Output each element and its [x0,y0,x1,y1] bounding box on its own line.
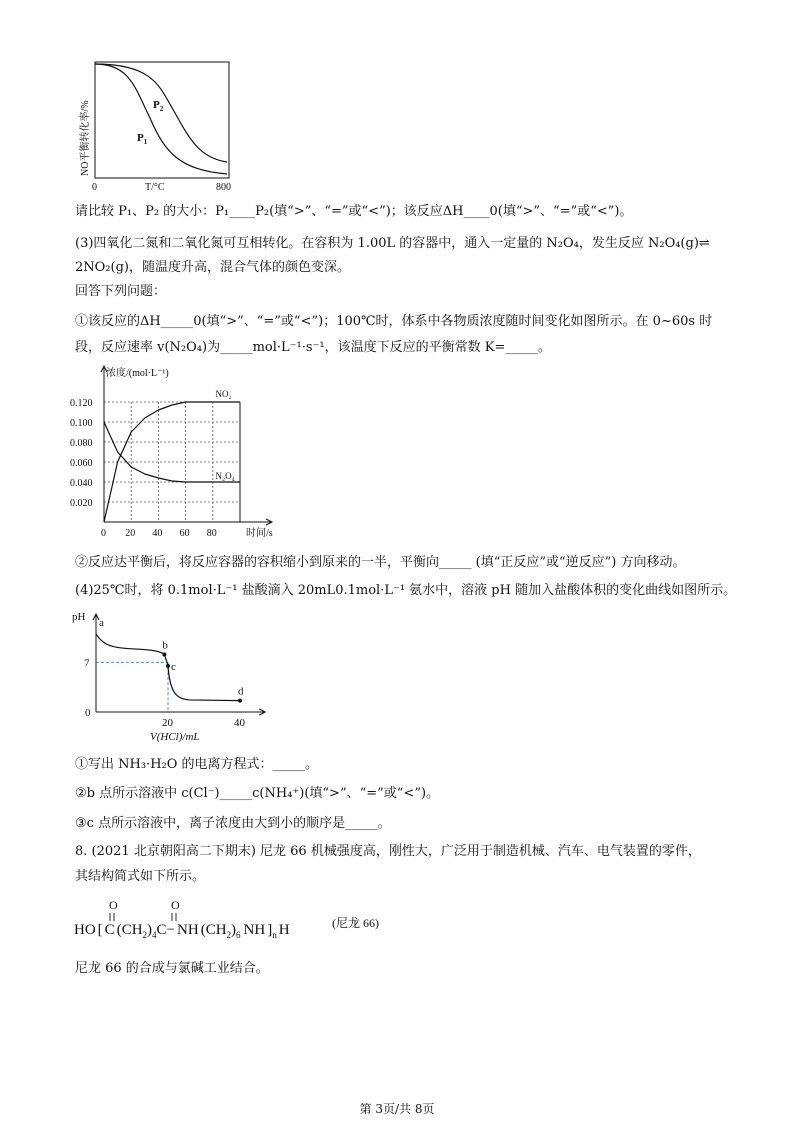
concentration-chart [68,362,283,548]
point-b [162,652,166,656]
x-tick-label: 80 [206,528,217,539]
line-structure-intro: 其结构简式如下所示。 [75,869,206,884]
line-ionization: ①写出 NH₃·H₂O 的电离方程式：_____。 [75,757,319,772]
y-tick-label: 0.020 [70,498,93,509]
line-q1: ①该反应的ΔH_____0(填“>”、“=”或“<”)；100℃时，体系中各物质浓度随时间变化如图所示。在 0~60s 时 [75,314,713,329]
line-q2: ②反应达平衡后，将反应容器的容积缩小到原来的一半，平衡向_____ (填“正反应”或“逆反应”) 方向移动。 [75,555,686,570]
x-origin: 0 [85,707,91,719]
point-c [166,664,170,668]
x-max-label: 800 [216,182,231,193]
x-axis-label: V(HCl)/mL [150,731,200,743]
line-question-8: 8. (2021 北京朝阳高二下期末) 尼龙 66 机械强度高，刚性大，广泛用于制造机械、汽车、电气装置的零件， [75,844,701,859]
point-label-d: d [238,685,244,698]
line-synthesis: 尼龙 66 的合成与氯碱工业结合。 [75,961,269,976]
point-label-b: b [162,639,168,652]
page-footer: 第 3页/共 8页 [359,1102,435,1116]
series-label: N₂O₄ [215,471,235,481]
line-compare-p: 请比较 P₁、P₂ 的大小：P₁____P₂(填“>”、“=”或“<”)；该反应ΔH____0(填“>”、“=”或“<”)。 [75,204,633,219]
y-tick-label: 0.040 [70,478,93,489]
y-tick-label: 0.100 [70,418,93,429]
y-tick-label: 0.080 [70,438,93,449]
point-label-a: a [99,616,104,629]
line-point-b: ②b 点所示溶液中 c(Cl⁻)_____c(NH₄⁺)(填“>”、“=”或“<”)。 [75,786,440,801]
point-label-c: c [171,660,176,673]
curve-p1 [95,64,227,174]
svg-text:HO[C(CH2)4C−NH(CH2)6NH]nH: HO [ C $(CH_2)_4C-$ NH $(CH_2)_6$ NH ]$_n$ H [74,922,290,940]
x-tick-40: 40 [234,717,245,729]
y-axis-label: NO平衡转化率/% [80,100,91,176]
line-point-c: ③c 点所示溶液中，离子浓度由大到小的顺序是_____。 [75,816,391,831]
nylon66-formula [72,894,402,944]
line-q1-cont: 段，反应速率 v(N₂O₄)为_____mol·L⁻¹·s⁻¹，该温度下反应的平衡常数 K=_____。 [75,340,551,355]
line-part3-cont: 2NO₂(g)，随温度升高，混合气体的颜色变深。 [75,260,350,275]
x-tick-label: 0 [101,528,106,539]
x-tick-label: 60 [179,528,190,539]
curve-p1-label: $P_1$ [137,132,148,146]
y-axis-label: pH [72,611,86,623]
line-answer-prompt: 回答下列问题： [75,284,167,299]
conversion-chart [75,58,245,196]
x-tick-20: 20 [162,717,173,729]
y-tick-label: 0.060 [70,458,93,469]
curve-p2-label: $P_2$ [153,99,164,113]
y-tick-label: 0.120 [70,398,93,409]
y-tick-7: 7 [84,657,90,670]
carbonyl-o-2: O [171,898,180,912]
formula-name: (尼龙 66) [332,916,379,930]
x-tick-label: 20 [125,528,136,539]
x-axis-label: T/°C [145,182,165,193]
line-part4: (4)25℃时，将 0.1mol·L⁻¹ 盐酸滴入 20mL0.1mol·L⁻¹ 氨水中，溶液 pH 随加入盐酸体积的变化曲线如图所示。 [75,583,737,598]
x-origin-label: 0 [92,182,97,193]
series-label: NO₂ [215,389,232,399]
curve-p2 [95,64,227,162]
x-axis-label: 时间/s [246,528,273,539]
carbonyl-o-1: O [109,898,118,912]
y-axis-label: 浓度/(mol·L⁻¹) [106,368,169,379]
point-d [238,699,242,703]
line-part3-intro: (3)四氧化二氮和二氧化氮可互相转化。在容积为 1.00L 的容器中，通入一定量的 N₂O₄，发生反应 N₂O₄(g)⇌ [75,236,710,251]
ph-titration-chart [68,606,268,746]
x-tick-label: 40 [152,528,163,539]
